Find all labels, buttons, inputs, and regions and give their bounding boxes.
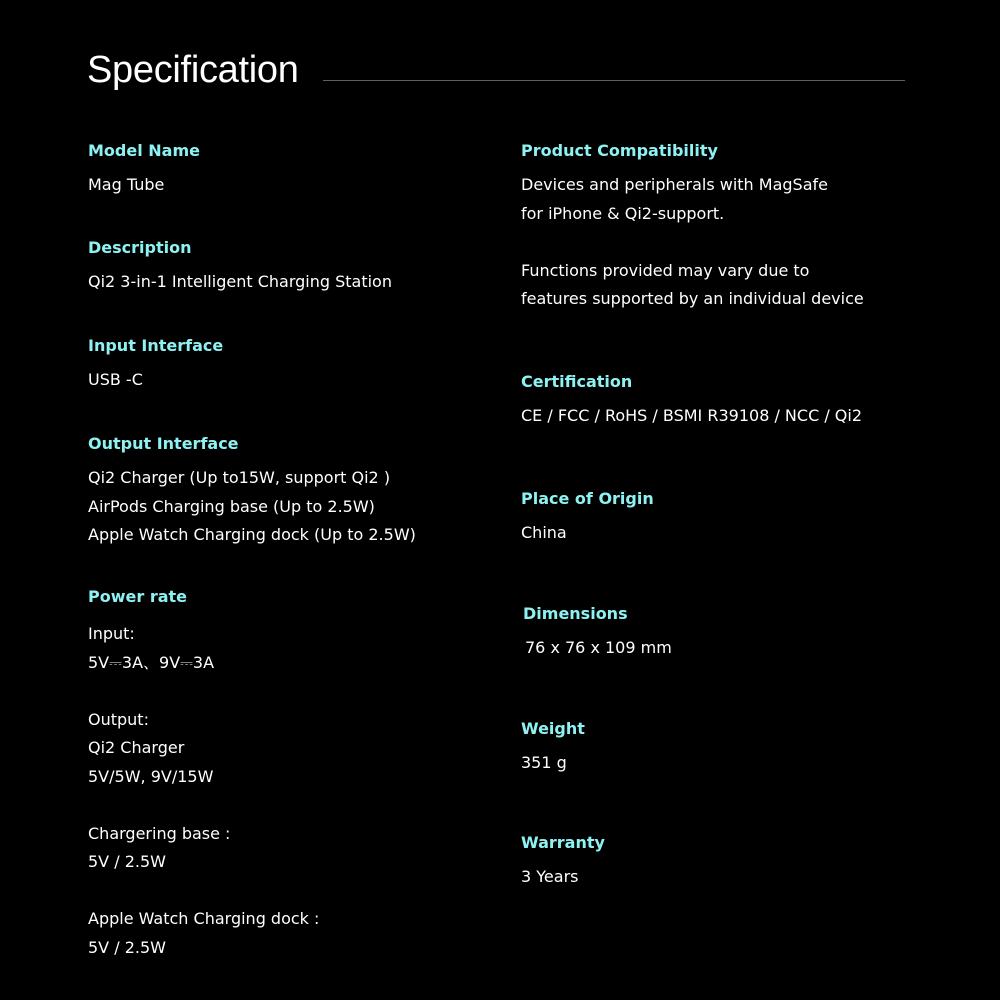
- spec-value: Qi2 Charger: [88, 738, 185, 757]
- spec-value: for iPhone & Qi2-support.: [521, 203, 725, 223]
- title-divider: [323, 80, 905, 81]
- spec-value: Functions provided may vary due to: [521, 260, 810, 280]
- spec-input-interface: [88, 335, 223, 395]
- spec-value: Chargering base :: [88, 823, 231, 843]
- spec-value: 3 Years: [521, 867, 579, 886]
- spec-value: 5V⎓3A、9V⎓3A: [88, 652, 215, 672]
- spec-value: 351 g: [521, 753, 567, 772]
- spec-heading: Model Name: [88, 141, 200, 160]
- spec-output-interface: [88, 433, 416, 550]
- spec-value: 5V / 2.5W: [88, 852, 166, 871]
- spec-value: China: [521, 523, 567, 542]
- spec-value: USB -C: [88, 370, 143, 389]
- spec-description: [88, 237, 392, 297]
- spec-value: Apple Watch Charging dock (Up to 2.5W): [88, 525, 416, 544]
- spec-value: Qi2 3-in-1 Intelligent Charging Station: [88, 272, 392, 291]
- spec-heading: Power rate: [88, 587, 187, 606]
- page-title: Specification: [87, 49, 299, 91]
- spec-value: 76 x 76 x 109 mm: [525, 638, 672, 657]
- spec-value: Input:: [88, 624, 135, 643]
- spec-certification: [521, 371, 862, 431]
- spec-value: 5V / 2.5W: [88, 937, 166, 957]
- spacer: [88, 791, 319, 820]
- spec-value: AirPods Charging base (Up to 2.5W): [88, 496, 375, 516]
- spec-product-compatibility: [521, 140, 864, 314]
- spec-value: features supported by an individual device: [521, 289, 864, 308]
- spec-value: Devices and peripherals with MagSafe: [521, 175, 828, 194]
- spec-value: CE / FCC / RoHS / BSMI R39108 / NCC / Qi2: [521, 406, 863, 425]
- spec-heading: Weight: [521, 719, 585, 738]
- spec-value: Qi2 Charger (Up to15W, support Qi2 ): [88, 468, 391, 487]
- spec-heading: Output Interface: [88, 434, 239, 453]
- spec-heading: Dimensions: [523, 604, 628, 623]
- spec-model-name: [88, 140, 200, 200]
- spec-heading: Certification: [521, 372, 633, 391]
- spec-value: Apple Watch Charging dock :: [88, 909, 320, 928]
- spec-value: Output:: [88, 709, 149, 729]
- spec-heading: Input Interface: [88, 336, 224, 355]
- spec-place-of-origin: [521, 488, 654, 548]
- spec-power-rate: [88, 586, 319, 962]
- spacer: [88, 877, 319, 906]
- spec-heading: Product Compatibility: [521, 141, 718, 160]
- spec-heading: Warranty: [521, 833, 605, 852]
- spec-heading: Place of Origin: [521, 489, 654, 508]
- spec-weight: [521, 718, 585, 778]
- spec-heading: Description: [88, 238, 192, 257]
- spec-warranty: [521, 832, 605, 892]
- spacer: [521, 228, 864, 257]
- spacer: [88, 677, 319, 706]
- spec-value: 5V/5W, 9V/15W: [88, 766, 214, 786]
- spec-value: Mag Tube: [88, 175, 165, 194]
- spec-dimensions: [523, 603, 672, 663]
